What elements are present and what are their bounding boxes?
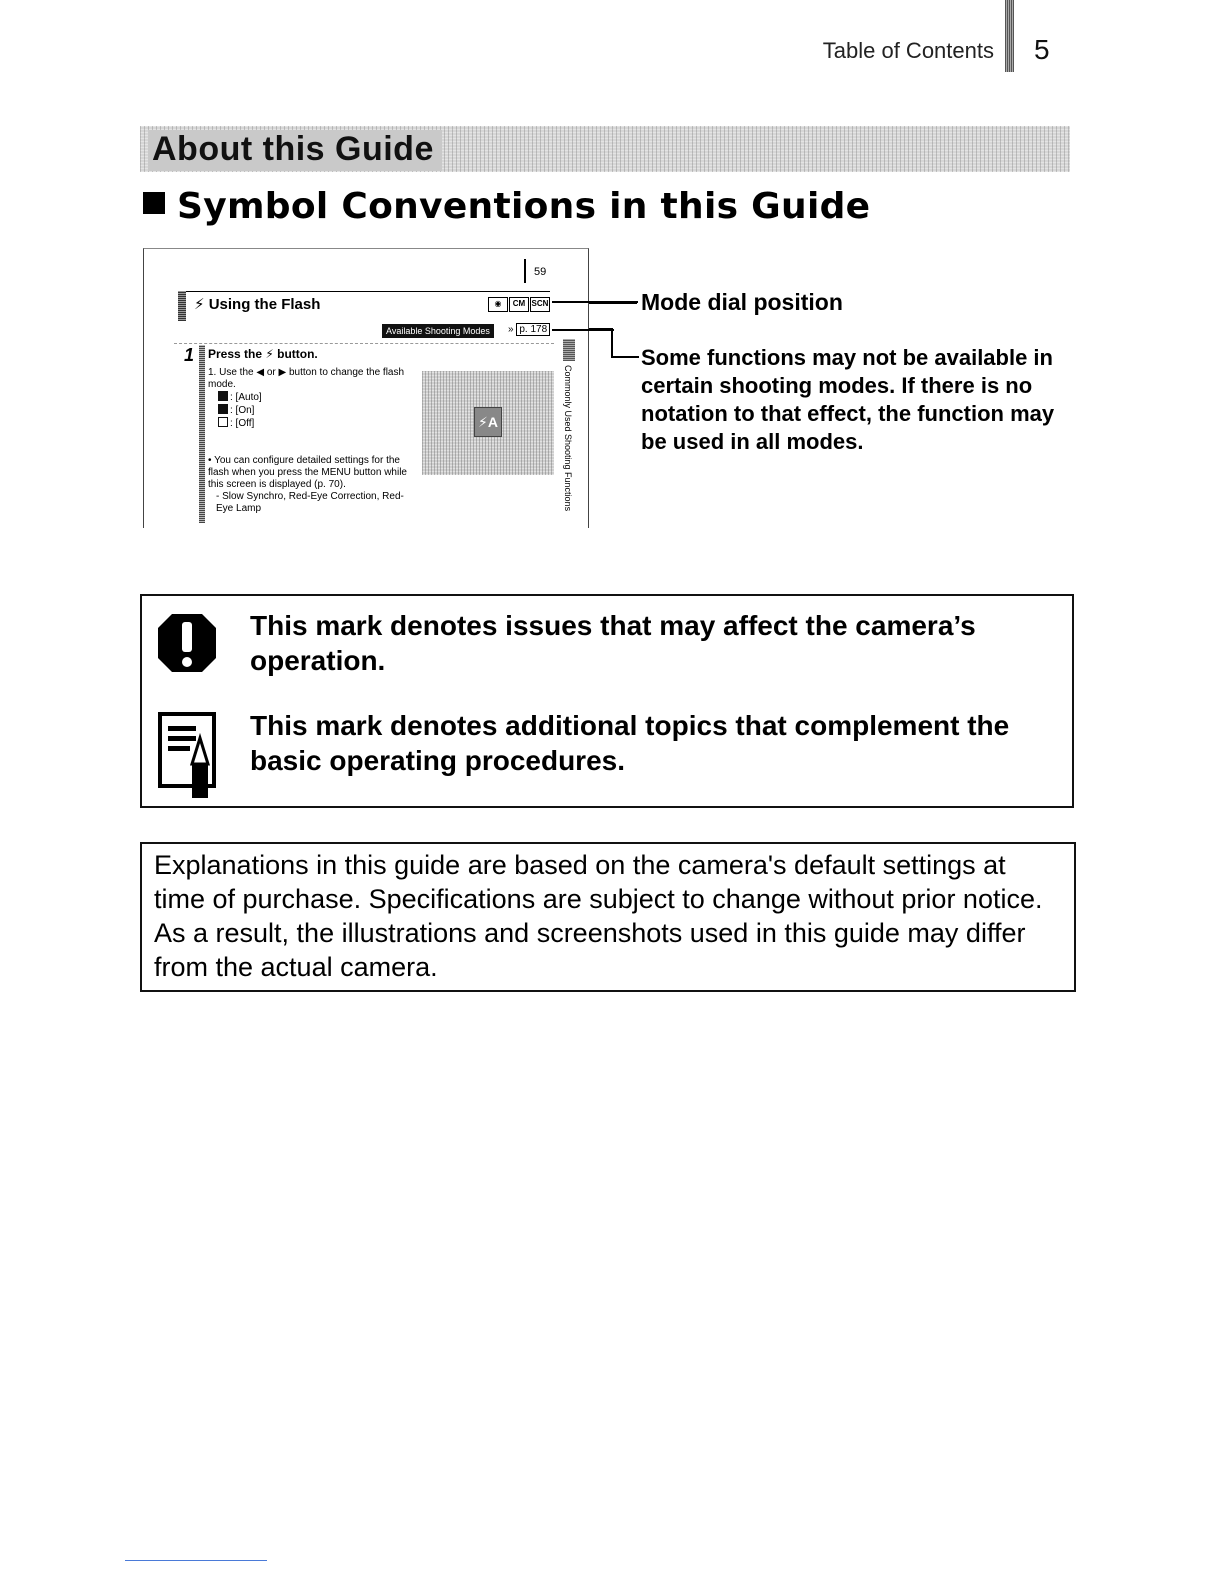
mode-dial-leader [589,302,637,304]
sample-title-text: Using the Flash [208,296,321,313]
header-divider-bar [1005,0,1014,72]
notice-box [140,594,1074,808]
page-reference-value: p. 178 [516,323,550,336]
option-auto-text: : [Auto] [230,392,262,403]
flash-on-icon [218,404,228,414]
option-on [208,404,418,417]
page-reference: » p. 178 [508,324,550,335]
mode-dial-icons [488,297,550,312]
camera-screen-thumbnail [422,371,554,475]
mode-icon-scn: SCN [530,297,550,312]
sample-title-bar [178,291,186,321]
memo-icon [158,712,216,800]
flash-auto-screen-icon: ⚡A [474,407,502,437]
mode-icon-auto: ◉ [488,297,508,312]
step-instruction: 1. Use the ◀ or ▶ button to change the flash mode. [208,367,405,390]
header-section-title[interactable]: Table of Contents [822,38,994,63]
page-number: 5 [1034,34,1050,65]
memo-note: This mark denotes additional topics that complement the basic operating procedures. [250,710,1010,776]
step-bar [199,345,205,523]
option-off [208,417,418,430]
step-body [208,367,418,430]
sample-page-number: 59 [534,266,547,278]
square-bullet-icon [143,192,165,214]
sidebar-tab [563,339,575,361]
section-title: About this Guide [148,130,442,171]
option-off-text: : [Off] [230,418,255,429]
sample-title-rule [178,291,550,292]
option-on-text: : [On] [230,405,255,416]
sidebar-label: Commonly Used Shooting Functions [563,365,573,512]
callout-functions-note: Some functions may not be available in certain shooting modes. If there is no notation to that effect, the function may be used in all modes. [641,345,1055,454]
sample-bullet [208,455,418,515]
sample-page-illustration [143,248,589,528]
functions-leader-vertical [611,328,613,358]
mode-icon-cm: CM [509,297,529,312]
footer-link-underline [125,1560,267,1561]
section-banner [140,126,1070,172]
sample-bullet-text: • You can configure detailed settings for the flash when you press the MENU button while this screen is displayed (p. 70). [208,455,407,490]
sample-title [194,295,320,313]
subsection-heading [143,186,870,227]
flash-auto-icon [218,391,228,401]
step-number: 1 [184,345,195,365]
subsection-title: Symbol Conventions in this Guide [177,186,871,227]
caution-icon [156,612,218,674]
available-modes-badge: Available Shooting Modes [382,324,494,338]
step-heading: Press the ⚡ button. [208,347,318,361]
sample-page-marker [524,259,526,283]
disclaimer-box: Explanations in this guide are based on the camera's default settings at time of purchase. Specifications are subject to change without prior notice. As a result, the illustrations and screenshots used in this guide may differ from the actual camera. [140,842,1076,992]
caution-note: This mark denotes issues that may affect the camera’s operation. [250,610,976,676]
functions-leader-top [589,328,613,330]
flash-icon: ⚡ [194,296,209,313]
option-auto [208,391,418,404]
functions-leader-bottom [611,356,639,358]
callout-mode-dial: Mode dial position [641,289,843,315]
dashed-divider [174,343,554,344]
sample-sidebar [563,339,575,519]
flash-off-icon [218,417,228,427]
sample-bullet-sub: - Slow Synchro, Red-Eye Correction, Red-Eye Lamp [216,491,404,514]
